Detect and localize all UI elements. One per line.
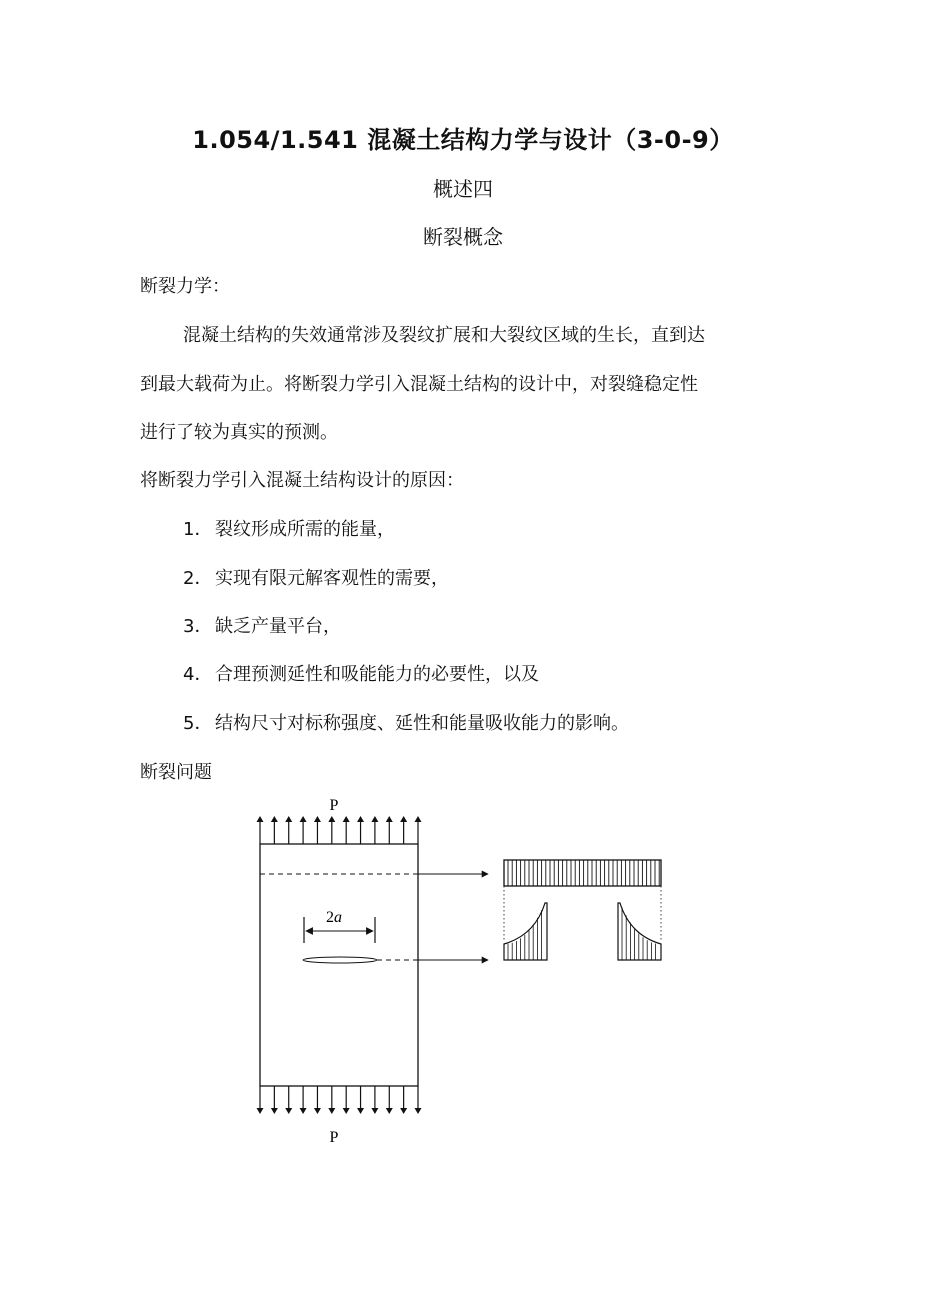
load-arrow-up-head — [386, 816, 393, 822]
load-arrow-down-head — [314, 1108, 321, 1114]
load-arrow-up-head — [415, 816, 422, 822]
load-arrow-down-head — [386, 1108, 393, 1114]
subtitle-overview: 概述四 — [433, 177, 493, 201]
load-arrow-up-head — [400, 816, 407, 822]
bottom-load-arrows — [257, 1086, 422, 1114]
load-arrow-down-head — [415, 1108, 422, 1114]
load-arrow-up-head — [371, 816, 378, 822]
left-stress-hatch — [508, 910, 542, 960]
load-arrow-down-head — [271, 1108, 278, 1114]
right-stress-hatch — [622, 907, 656, 960]
page-title: 1.054/1.541 混凝土结构力学与设计（3-0-9） — [192, 126, 734, 154]
load-arrow-up-head — [257, 816, 264, 822]
load-arrow-up-head — [271, 816, 278, 822]
list-item — [183, 564, 449, 590]
crack-length-label: 2a — [326, 909, 342, 926]
load-arrow-down-head — [328, 1108, 335, 1114]
uniform-stress-block — [504, 860, 661, 886]
load-arrow-down-head — [400, 1108, 407, 1114]
load-arrow-down-head — [371, 1108, 378, 1114]
list-item-text: 缺乏产量平台， — [215, 616, 341, 637]
list-item-text: 实现有限元解客观性的需要， — [215, 568, 449, 589]
list-item-text: 结构尺寸对标称强度、延性和能量吸收能力的影响。 — [215, 713, 629, 734]
load-arrow-up-head — [285, 816, 292, 822]
load-arrow-down-head — [357, 1108, 364, 1114]
list-item — [183, 612, 341, 638]
paragraph-line-2: 到最大载荷为止。将断裂力学引入混凝土结构的设计中，对裂缝稳定性 — [140, 374, 698, 395]
paragraph-line-1: 混凝土结构的失效通常涉及裂纹扩展和大裂纹区域的生长，直到达 — [183, 325, 705, 346]
load-arrow-down-head — [300, 1108, 307, 1114]
uniform-stress-hatch — [508, 860, 659, 886]
fracture-problem-figure — [250, 790, 670, 1150]
load-arrow-up-head — [343, 816, 350, 822]
load-label-top: P — [329, 797, 339, 814]
top-load-arrows — [257, 816, 422, 844]
list-item — [183, 709, 629, 735]
load-arrow-up-head — [328, 816, 335, 822]
load-arrow-up-head — [357, 816, 364, 822]
list-item — [183, 660, 539, 686]
list-item-number: 3． — [183, 616, 213, 637]
list-item-number: 5． — [183, 713, 213, 734]
list-item-text: 合理预测延性和吸能能力的必要性，以及 — [215, 664, 539, 685]
load-arrow-down-head — [343, 1108, 350, 1114]
list-item-number: 1． — [183, 519, 213, 540]
paragraph-line-3: 进行了较为真实的预测。 — [140, 422, 338, 443]
section-heading-fracture-mechanics: 断裂力学： — [140, 276, 230, 297]
subtitle-fracture-concepts: 断裂概念 — [423, 225, 503, 249]
plate-outline — [260, 844, 418, 1086]
crack-ellipse — [303, 957, 377, 963]
list-item-number: 2． — [183, 568, 213, 589]
list-item-text: 裂纹形成所需的能量， — [215, 519, 395, 540]
section-heading-fracture-problem: 断裂问题 — [140, 762, 212, 783]
left-stress-concentration — [504, 903, 547, 960]
load-arrow-down-head — [257, 1108, 264, 1114]
list-item-number: 4． — [183, 664, 213, 685]
reasons-heading: 将断裂力学引入混凝土结构设计的原因： — [140, 470, 464, 491]
load-arrow-up-head — [300, 816, 307, 822]
right-stress-concentration — [618, 903, 661, 960]
load-arrow-up-head — [314, 816, 321, 822]
load-arrow-down-head — [285, 1108, 292, 1114]
list-item — [183, 515, 395, 541]
load-label-bottom: P — [329, 1129, 339, 1146]
